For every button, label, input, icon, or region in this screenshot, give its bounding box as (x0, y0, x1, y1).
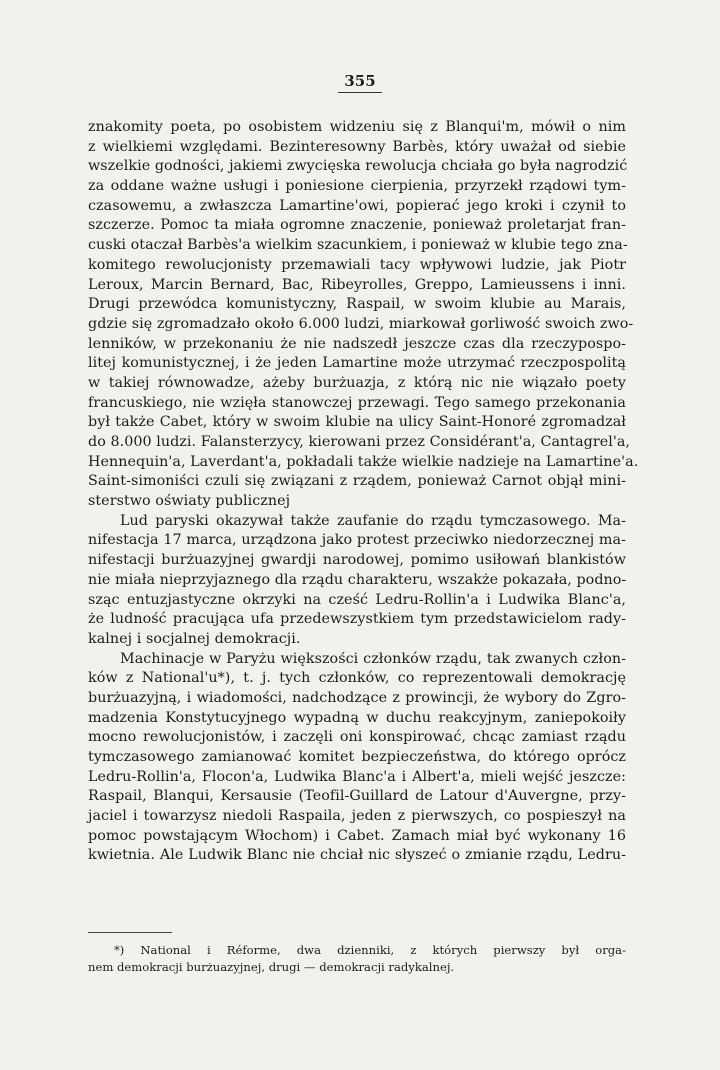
text-line: Hennequin'a, Laverdant'a, pokładali także wielkie nadzieje na Lamartine'a. (88, 453, 639, 470)
text-line: czasowemu, a zwłaszcza Lamartine'owi, popierać jego kroki i czynił to (88, 197, 626, 214)
text-line: pomoc powstającym Włochom) i Cabet. Zamach miał być wykonany 16 (88, 827, 626, 844)
text-line: nifestacja 17 marca, urządzona jako protest przeciwko niedorzecznej ma- (88, 532, 626, 549)
text-line: cuski otaczał Barbès'a wielkim szacunkiem, i ponieważ w klubie tego zna- (88, 237, 628, 254)
text-line: madzenia Konstytucyjnego wypadną w duchu reakcyjnym, zaniepokoiły (88, 709, 626, 726)
text-line: w takiej równowadze, ażeby burżuazja, z którą nic nie wiązało poety (88, 374, 626, 391)
text-line: litej komunistycznej, i że jeden Lamartine może utrzymać rzeczpospolitą (88, 355, 626, 372)
text-line: Leroux, Marcin Bernard, Bac, Ribeyrolles, Greppo, Lamieussens i inni. (88, 276, 626, 293)
text-line: komitego rewolucjonisty przemawiali tacy wpływowi ludzie, jak Piotr (88, 256, 626, 273)
text-line: Saint-simoniści czuli się związani z rządem, ponieważ Carnot objął mini- (88, 473, 626, 490)
text-line: Ledru-Rollin'a, Flocon'a, Ludwika Blanc'a i Albert'a, mieli wejść jeszcze: (88, 768, 626, 785)
text-line: sząc entuzjastyczne okrzyki na cześć Ledru-Rollin'a i Ludwika Blanc'a, (88, 591, 626, 608)
text-line: kwietnia. Ale Ludwik Blanc nie chciał nic słyszeć o zmianie rządu, Ledru- (88, 847, 626, 864)
text-line: mocno rewolucjonistów, i zaczęli oni konspirować, chcąc zamiast rządu (88, 729, 626, 746)
text-line: francuskiego, nie wzięła stanowczej przewagi. Tego samego przekonania (88, 394, 626, 411)
text-line: Machinacje w Paryżu większości członków rządu, tak zwanych człon- (120, 650, 626, 667)
text-line: Lud paryski okazywał także zaufanie do rządu tymczasowego. Ma- (120, 512, 626, 529)
text-line: gdzie się zgromadzało około 6.000 ludzi, miarkował gorliwość swoich zwo- (88, 315, 634, 332)
text-line: nifestacji burżuazyjnej gwardji narodowej, pomimo usiłowań blankistów (88, 552, 626, 569)
text-line: sterstwo oświaty publicznej (88, 493, 291, 510)
text-line: tymczasowego zamianować komitet bezpieczeństwa, do którego oprócz (88, 749, 626, 765)
text-line: ków z National'u*), t. j. tych członków, co reprezentowali demokrację (88, 670, 626, 687)
text-line: wszelkie godności, jakiemi zwycięska rewolucja chciała go była nagrodzić (88, 158, 628, 175)
text-line: Drugi przewódca komunistyczny, Raspail, w swoim klubie au Marais, (88, 296, 626, 313)
footnote-line: nem demokracji burżuazyjnej, drugi — demokracji radykalnej. (88, 960, 455, 974)
page-number: 355 (344, 72, 376, 90)
body-text (88, 118, 639, 866)
page-number-underline (338, 92, 382, 93)
footnote (88, 942, 626, 976)
text-line: Raspail, Blanqui, Kersausie (Teofil-Guillard de Latour d'Auvergne, przy- (88, 788, 626, 805)
text-line: z wielkiemi względami. Bezinteresowny Barbès, który uważał od siebie (88, 138, 626, 155)
text-line: jaciel i towarzysz niedoli Raspaila, jeden z pierwszych, co pospieszył na (88, 808, 626, 825)
text-line: lenników, w przekonaniu że nie nadszedł jeszcze czas dla rzeczypospo- (88, 335, 626, 352)
text-line: szczerze. Pomoc ta miała ogromne znaczenie, ponieważ proletarjat fran- (88, 217, 626, 234)
footnote-line: *) National i Réforme, dwa dzienniki, z których pierwszy był orga- (114, 943, 626, 957)
footnote-divider (88, 932, 172, 933)
text-line: znakomity poeta, po osobistem widzeniu się z Blanqui'm, mówił o nim (88, 119, 626, 135)
text-line: kalnej i socjalnej demokracji. (88, 630, 301, 647)
text-line: że ludność pracująca ufa przedewszystkiem tym przedstawicielom rady- (88, 611, 626, 628)
text-line: do 8.000 ludzi. Falansterzycy, kierowani przez Considérant'a, Cantagrel'a, (88, 434, 631, 450)
text-line: nie miała nieprzyjaznego dla rządu charakteru, wszakże pokazała, podno- (88, 571, 627, 588)
text-line: za oddane ważne usługi i poniesione cierpienia, przyrzekł rządowi tym- (88, 178, 626, 195)
text-line: był także Cabet, który w swoim klubie na ulicy Saint-Honoré zgromadzał (88, 414, 626, 431)
text-line: burżuazyjną, i wiadomości, nadchodzące z prowincji, że wybory do Zgro- (88, 689, 626, 706)
